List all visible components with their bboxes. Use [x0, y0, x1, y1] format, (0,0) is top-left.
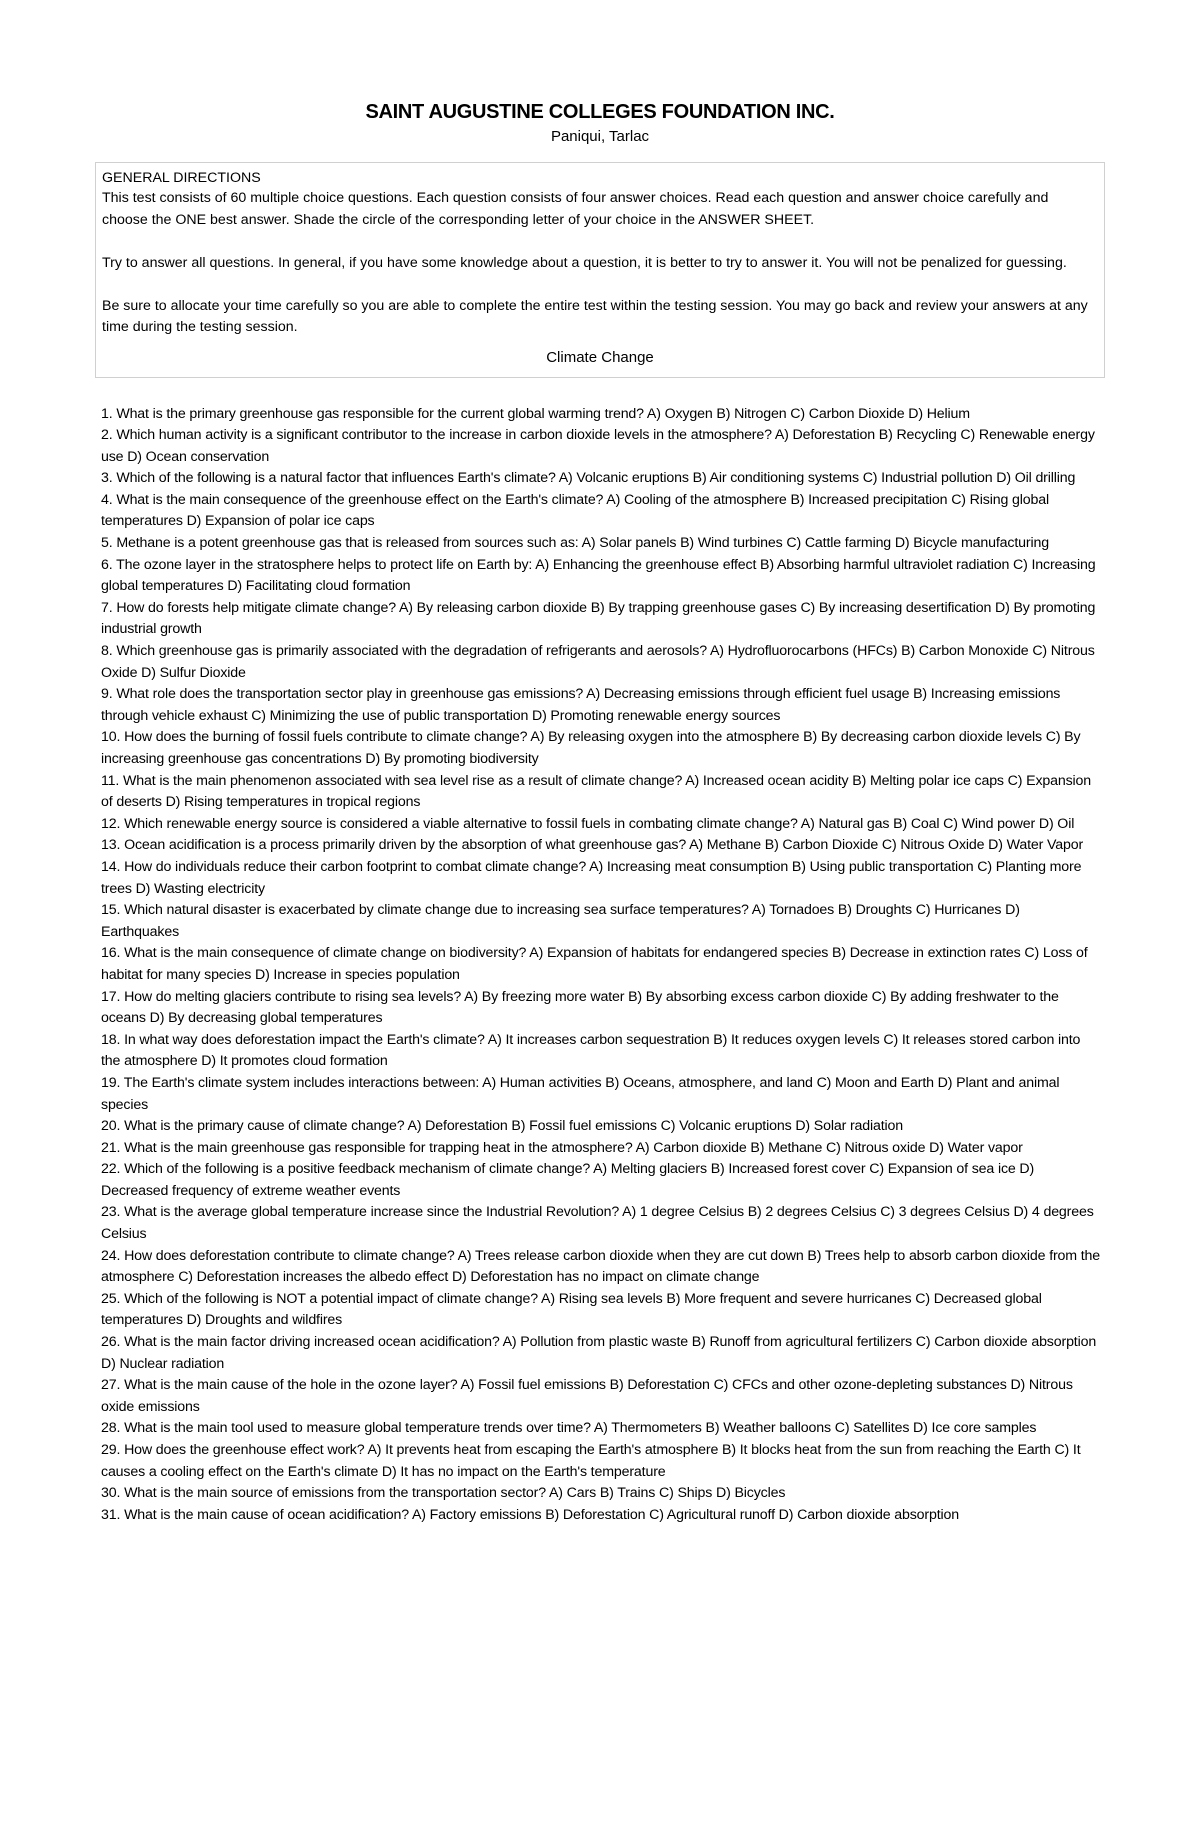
question-item: 6. The ozone layer in the stratosphere helps to protect life on Earth by: A) Enhancing the greenhouse effect B) Absorbing harmful ultraviolet radiation C) Increasing global temperatures D) Facilitating cloud formation: [101, 556, 1096, 595]
question-item: 29. How does the greenhouse effect work? A) It prevents heat from escaping the Earth's atmosphere B) It blocks heat from the sun from reaching the Earth C) It causes a cooling effect on the Earth's climate D) It has no impact on the Earth's temperature: [101, 1442, 1081, 1480]
question-item: 8. Which greenhouse gas is primarily associated with the degradation of refrigerants and aerosols? A) Hydrofluorocarbons (HFCs) B) Carbon Monoxide C) Nitrous Oxide D) Sulfur Dioxide: [101, 643, 1095, 681]
school-location: Paniqui, Tarlac: [550, 128, 650, 145]
question-item: 23. What is the average global temperature increase since the Industrial Revolution? A) 1 degree Celsius B) 2 degrees Celsius C) 3 degrees Celsius D) 4 degrees Celsius: [101, 1204, 1094, 1243]
question-item: 18. In what way does deforestation impact the Earth's climate? A) It increases carbon sequestration B) It reduces oxygen levels C) It releases stored carbon into the atmosphere D) It promotes cloud formation: [101, 1031, 1081, 1070]
question-item: 28. What is the main tool used to measure global temperature trends over time? A) Thermometers B) Weather balloons C) Satellites D) Ice core samples: [101, 1420, 1037, 1437]
question-item: 30. What is the main source of emissions from the transportation sector? A) Cars B) Trains C) Ships D) Bicycles: [101, 1485, 786, 1502]
question-item: 24. How does deforestation contribute to climate change? A) Trees release carbon dioxide when they are cut down B) Trees help to absorb carbon dioxide from the atmosphere C) Deforestation increases the albedo effect D) Deforestation has no impact on climate change: [101, 1247, 1101, 1286]
question-item: 12. Which renewable energy source is considered a viable alternative to fossil fuels in combating climate change? A) Natural gas B) Coal C) Wind power D) Oil: [101, 815, 1075, 832]
question-item: 14. How do individuals reduce their carbon footprint to combat climate change? A) Increasing meat consumption B) Using public transportation C) Planting more trees D) Wasting electricity: [101, 858, 1082, 897]
directions-paragraph: Try to answer all questions. In general, if you have some knowledge about a question, it is better to try to answer it. You will not be penalized for guessing.: [102, 254, 1067, 271]
directions-paragraph: Be sure to allocate your time carefully so you are able to complete the entire test within the testing session. You may go back and review your answers at any time during the testing session.: [102, 297, 1088, 335]
directions-paragraph: This test consists of 60 multiple choice questions. Each question consists of four answer choices. Read each question and answer choice carefully and choose the ONE best answer. Shade the circle of the corresponding letter of your choice in the ANSWER SHEET.: [102, 190, 1049, 228]
question-item: 17. How do melting glaciers contribute to rising sea levels? A) By freezing more water B) By absorbing excess carbon dioxide C) By adding freshwater to the oceans D) By decreasing global temperatures: [101, 988, 1059, 1027]
question-item: 31. What is the main cause of ocean acidification? A) Factory emissions B) Deforestation C) Agricultural runoff D) Carbon dioxide absorption: [101, 1506, 960, 1523]
question-item: 26. What is the main factor driving increased ocean acidification? A) Pollution from plastic waste B) Runoff from agricultural fertilizers C) Carbon dioxide absorption D) Nuclear radiation: [101, 1334, 1097, 1372]
directions-box: [95, 162, 1105, 378]
question-item: 3. Which of the following is a natural factor that influences Earth's climate? A) Volcanic eruptions B) Air conditioning systems C) Industrial pollution D) Oil drilling: [101, 470, 1076, 487]
question-item: 13. Ocean acidification is a process primarily driven by the absorption of what greenhouse gas? A) Methane B) Carbon Dioxide C) Nitrous Oxide D) Water Vapor: [101, 837, 1084, 854]
question-item: 27. What is the main cause of the hole in the ozone layer? A) Fossil fuel emissions B) Deforestation C) CFCs and other ozone-depleting substances D) Nitrous oxide emissions: [101, 1377, 1073, 1415]
question-item: 7. How do forests help mitigate climate change? A) By releasing carbon dioxide B) By trapping greenhouse gases C) By increasing desertification D) By promoting industrial growth: [101, 599, 1096, 638]
question-item: 21. What is the main greenhouse gas responsible for trapping heat in the atmosphere? A) Carbon dioxide B) Methane C) Nitrous oxide D) Water vapor: [101, 1139, 1023, 1156]
question-item: 4. What is the main consequence of the greenhouse effect on the Earth's climate? A) Cooling of the atmosphere B) Increased precipitation C) Rising global temperatures D) Expansion of polar ice caps: [101, 491, 1049, 530]
question-item: 11. What is the main phenomenon associated with sea level rise as a result of climate change? A) Increased ocean acidity B) Melting polar ice caps C) Expansion of deserts D) Rising temperatures in tropical regions: [101, 772, 1092, 811]
school-name: SAINT AUGUSTINE COLLEGES FOUNDATION INC.: [365, 101, 835, 123]
question-item: 25. Which of the following is NOT a potential impact of climate change? A) Rising sea levels B) More frequent and severe hurricanes C) Decreased global temperatures D) Droughts and wildfires: [101, 1290, 1042, 1329]
question-item: 9. What role does the transportation sector play in greenhouse gas emissions? A) Decreasing emissions through efficient fuel usage B) Increasing emissions through vehicle exhaust C) Minimizing the use of public transportation D) Promoting renewable energy sources: [101, 686, 1061, 724]
question-item: 16. What is the main consequence of climate change on biodiversity? A) Expansion of habitats for endangered species B) Decrease in extinction rates C) Loss of habitat for many species D) Increase in species population: [101, 945, 1088, 983]
exam-page: [95, 98, 1105, 1526]
question-item: 10. How does the burning of fossil fuels contribute to climate change? A) By releasing oxygen into the atmosphere B) By decreasing carbon dioxide levels C) By increasing greenhouse gas concentrations D) By promoting biodiversity: [101, 729, 1081, 767]
question-item: 2. Which human activity is a significant contributor to the increase in carbon dioxide levels in the atmosphere? A) Deforestation B) Recycling C) Renewable energy use D) Ocean conservation: [101, 427, 1095, 465]
question-item: 15. Which natural disaster is exacerbated by climate change due to increasing sea surface temperatures? A) Tornadoes B) Droughts C) Hurricanes D) Earthquakes: [101, 902, 1020, 940]
question-item: 5. Methane is a potent greenhouse gas that is released from sources such as: A) Solar panels B) Wind turbines C) Cattle farming D) Bicycle manufacturing: [101, 535, 1049, 552]
question-list: [95, 404, 1105, 1527]
section-title: Climate Change: [546, 348, 654, 366]
question-item: 1. What is the primary greenhouse gas responsible for the current global warming trend? A) Oxygen B) Nitrogen C) Carbon Dioxide D) Helium: [101, 405, 970, 422]
question-item: 22. Which of the following is a positive feedback mechanism of climate change? A) Melting glaciers B) Increased forest cover C) Expansion of sea ice D) Decreased frequency of extreme weather events: [101, 1161, 1035, 1199]
directions-title: GENERAL DIRECTIONS: [102, 170, 261, 186]
question-item: 20. What is the primary cause of climate change? A) Deforestation B) Fossil fuel emissions C) Volcanic eruptions D) Solar radiation: [101, 1118, 904, 1135]
question-item: 19. The Earth's climate system includes interactions between: A) Human activities B) Oceans, atmosphere, and land C) Moon and Earth D) Plant and animal species: [101, 1074, 1060, 1113]
